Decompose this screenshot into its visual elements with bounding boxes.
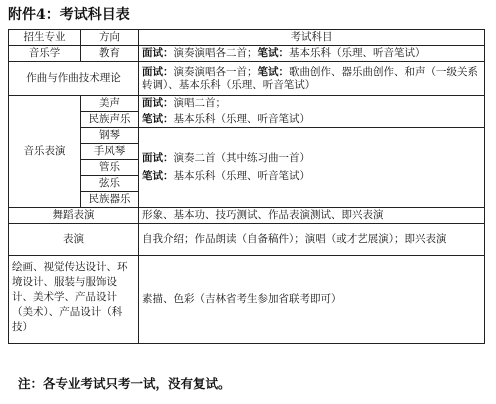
interview-label: 面试： (142, 97, 174, 109)
direction-education: 教育 (81, 46, 139, 62)
written-content: 歌曲创作、器乐曲创作、和声（一级关系转调）、基本乐科（乐理、听音笔试） (142, 65, 478, 91)
written-content: 基本乐科（乐理、听音笔试） (289, 47, 426, 59)
direction-bel-canto: 美声 (81, 96, 139, 112)
footnote: 注：各专业考试只考一试，没有复试。 (18, 376, 231, 391)
written-label: 笔试： (257, 65, 289, 78)
table-row-dance (9, 208, 485, 224)
header-direction: 方向 (81, 30, 139, 46)
written-label: 笔试： (257, 47, 289, 59)
major-dance: 舞蹈表演 (9, 208, 139, 224)
interview-content: 演奏二首（其中练习曲一首） (173, 152, 310, 164)
vocal-interview-line (142, 97, 481, 110)
major-music-studies: 音乐学 (9, 46, 81, 62)
subjects-instrumental (139, 128, 485, 208)
interview-content: 演奏演唱各一首； (173, 65, 258, 78)
interview-label: 面试： (142, 47, 174, 59)
table-row-acting (9, 224, 485, 256)
subjects-music-studies (139, 46, 485, 62)
major-acting: 表演 (9, 224, 139, 256)
subjects-art-design: 素描、色彩（吉林省考生参加省联考即可） (139, 256, 485, 344)
instrumental-written-line (142, 170, 481, 183)
subjects-dance: 形象、基本功、技巧测试、作品表演测试、即兴表演 (139, 208, 485, 224)
table-row-performance-bel-canto (9, 96, 485, 112)
direction-strings: 弦乐 (81, 176, 139, 192)
interview-content: 演唱二首； (173, 97, 226, 109)
header-major: 招生专业 (9, 30, 81, 46)
table-row-performance-piano (9, 128, 485, 144)
subjects-acting: 自我介绍；作品朗读（自备稿件）；演唱（或才艺展演）；即兴表演 (139, 224, 485, 256)
major-music-performance: 音乐表演 (9, 96, 81, 208)
vocal-written-line (142, 113, 481, 126)
major-art-design: 绘画、视觉传达设计、环境设计、服装与服饰设计、美术学、产品设计（美术）、产品设计（科技） (9, 256, 139, 344)
exam-subjects-table (8, 29, 485, 344)
written-content: 基本乐科（乐理、听音笔试） (173, 113, 310, 125)
table-row-music-studies (9, 46, 485, 62)
interview-label: 面试： (142, 65, 174, 78)
written-label: 笔试： (142, 113, 174, 125)
direction-folk-instruments: 民族器乐 (81, 192, 139, 208)
interview-label: 面试： (142, 152, 174, 164)
subjects-composition (139, 62, 485, 96)
direction-piano: 钢琴 (81, 128, 139, 144)
table-header-row (9, 30, 485, 46)
table-row-art-design (9, 256, 485, 344)
subjects-vocal (139, 96, 485, 128)
interview-content: 演奏演唱各二首； (173, 47, 258, 59)
major-composition: 作曲与作曲技术理论 (9, 62, 139, 96)
written-content: 基本乐科（乐理、听音笔试） (173, 170, 310, 182)
direction-wind: 管乐 (81, 160, 139, 176)
table-row-composition (9, 62, 485, 96)
written-label: 笔试： (142, 170, 174, 182)
direction-folk-vocal: 民族声乐 (81, 112, 139, 128)
header-subjects: 考试科目 (139, 30, 485, 46)
document-title: 附件4：考试科目表 (8, 7, 130, 23)
instrumental-interview-line (142, 152, 481, 165)
direction-accordion: 手风琴 (81, 144, 139, 160)
